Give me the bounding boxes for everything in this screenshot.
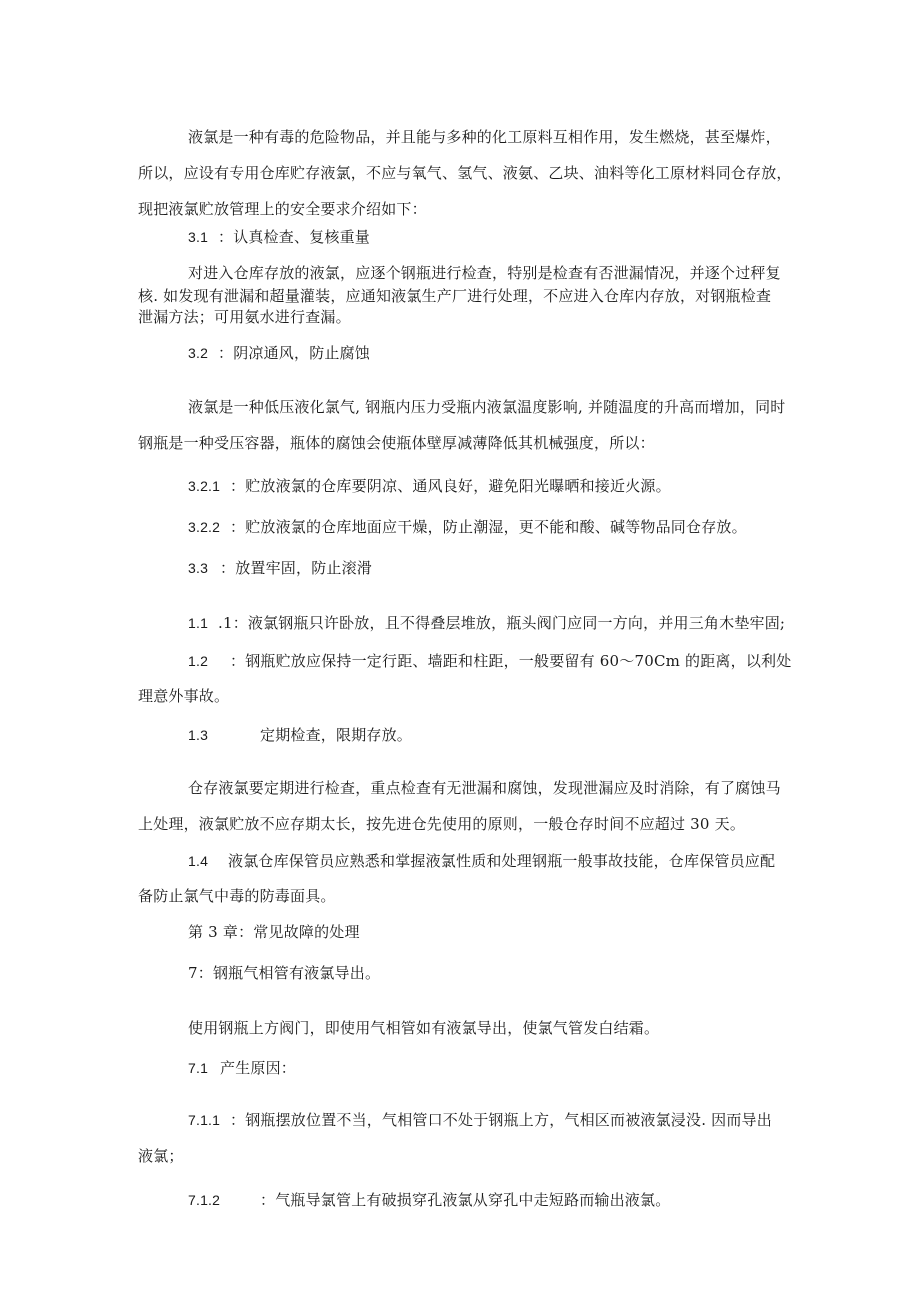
- section-3-2-number: 3.2: [188, 345, 209, 361]
- section-3-1-number: 3.1: [188, 229, 209, 245]
- intro-line-3: 现把液氯贮放管理上的安全要求介绍如下：: [138, 200, 427, 218]
- section-3-2-para-line-1: 液氯是一种低压液化氯气, 钢瓶内压力受瓶内液氯温度影响, 并随温度的升高而增加，同时: [188, 398, 786, 416]
- item-1-1-number: 1.1: [188, 615, 209, 631]
- section-7-1-1-number: 7.1.1: [188, 1112, 221, 1128]
- section-7-heading: 7：钢瓶气相管有液氯导出。: [188, 964, 381, 982]
- item-1-4-continuation: 备防止氯气中毒的防毒面具。: [138, 887, 336, 905]
- section-7-1-1-continuation: 液氯；: [138, 1147, 184, 1165]
- section-3-2-heading: ：阴凉通风，防止腐蚀: [218, 344, 371, 362]
- intro-line-2: 所以，应设有专用仓库贮存液氯，不应与氧气、氢气、液氨、乙块、油料等化工原材料同仓存放，: [138, 164, 792, 182]
- item-1-4-text: 液氯仓库保管员应熟悉和掌握液氯性质和处理钢瓶一般事故技能，仓库保管员应配: [228, 852, 776, 870]
- item-1-4-number: 1.4: [188, 853, 209, 869]
- section-3-3-heading: ：放置牢固，防止滚滑: [220, 559, 373, 577]
- section-7-1-heading: 产生原因：: [220, 1059, 297, 1077]
- item-1-3-para-line-2: 上处理，液氯贮放不应存期太长，按先进仓先使用的原则，一般仓存时间不应超过 30 天。: [138, 815, 746, 833]
- chapter-heading: 第 3 章：常见故障的处理: [188, 923, 360, 941]
- section-3-2-para-line-2: 钢瓶是一种受压容器，瓶体的腐蚀会使瓶体壁厚减薄降低其机械强度，所以：: [138, 434, 655, 452]
- section-3-1-heading: ：认真检查、复核重量: [218, 228, 371, 246]
- item-1-1-text: .1：液氯钢瓶只许卧放，且不得叠层堆放，瓶头阀门应同一方向，并用三角木垫牢固;: [218, 614, 786, 632]
- section-7-1-2-text: ：气瓶导氯管上有破损穿孔液氯从穿孔中走短路而输出液氯。: [260, 1191, 671, 1209]
- item-1-2-text: ：钢瓶贮放应保持一定行距、墙距和柱距，一般要留有 60～70Cm 的距离，以利处: [230, 652, 792, 670]
- item-1-3-heading: 定期检查，限期存放。: [260, 726, 413, 744]
- section-3-2-1-text: ：贮放液氯的仓库要阴凉、通风良好，避免阳光曝晒和接近火源。: [230, 477, 671, 495]
- intro-line-1: 液氯是一种有毒的危险物品，并且能与多种的化工原料互相作用，发生燃烧，甚至爆炸，: [188, 128, 781, 146]
- section-7-1-number: 7.1: [188, 1060, 209, 1076]
- section-3-3-number: 3.3: [188, 560, 209, 576]
- item-1-2-continuation: 理意外事故。: [138, 687, 230, 705]
- item-1-3-number: 1.3: [188, 727, 209, 743]
- item-1-3-para-line-1: 仓存液氯要定期进行检查，重点检查有无泄漏和腐蚀，发现泄漏应及时消除，有了腐蚀马: [188, 779, 781, 797]
- item-1-2-number: 1.2: [188, 653, 209, 669]
- section-3-2-1-number: 3.2.1: [188, 478, 221, 494]
- section-3-1-para-line-1: 对进入仓库存放的液氯，应逐个钢瓶进行检查，特别是检查有否泄漏情况，并逐个过秤复: [188, 264, 781, 282]
- section-3-1-para-line-2: 核. 如发现有泄漏和超量灌装，应通知液氯生产厂进行处理，不应进入仓库内存放，对钢瓶检查: [138, 287, 772, 305]
- section-3-2-2-text: ：贮放液氯的仓库地面应干燥，防止潮湿，更不能和酸、碱等物品同仓存放。: [230, 518, 747, 536]
- section-3-2-2-number: 3.2.2: [188, 519, 221, 535]
- section-7-1-1-text: ：钢瓶摆放位置不当，气相管口不处于钢瓶上方，气相区而被液氯浸没. 因而导出: [230, 1111, 772, 1129]
- section-7-1-2-number: 7.1.2: [188, 1192, 221, 1208]
- section-3-1-para-line-3: 泄漏方法；可用氨水进行查漏。: [138, 308, 351, 326]
- section-7-para: 使用钢瓶上方阀门，即使用气相管如有液氯导出，使氯气管发白结霜。: [188, 1019, 660, 1037]
